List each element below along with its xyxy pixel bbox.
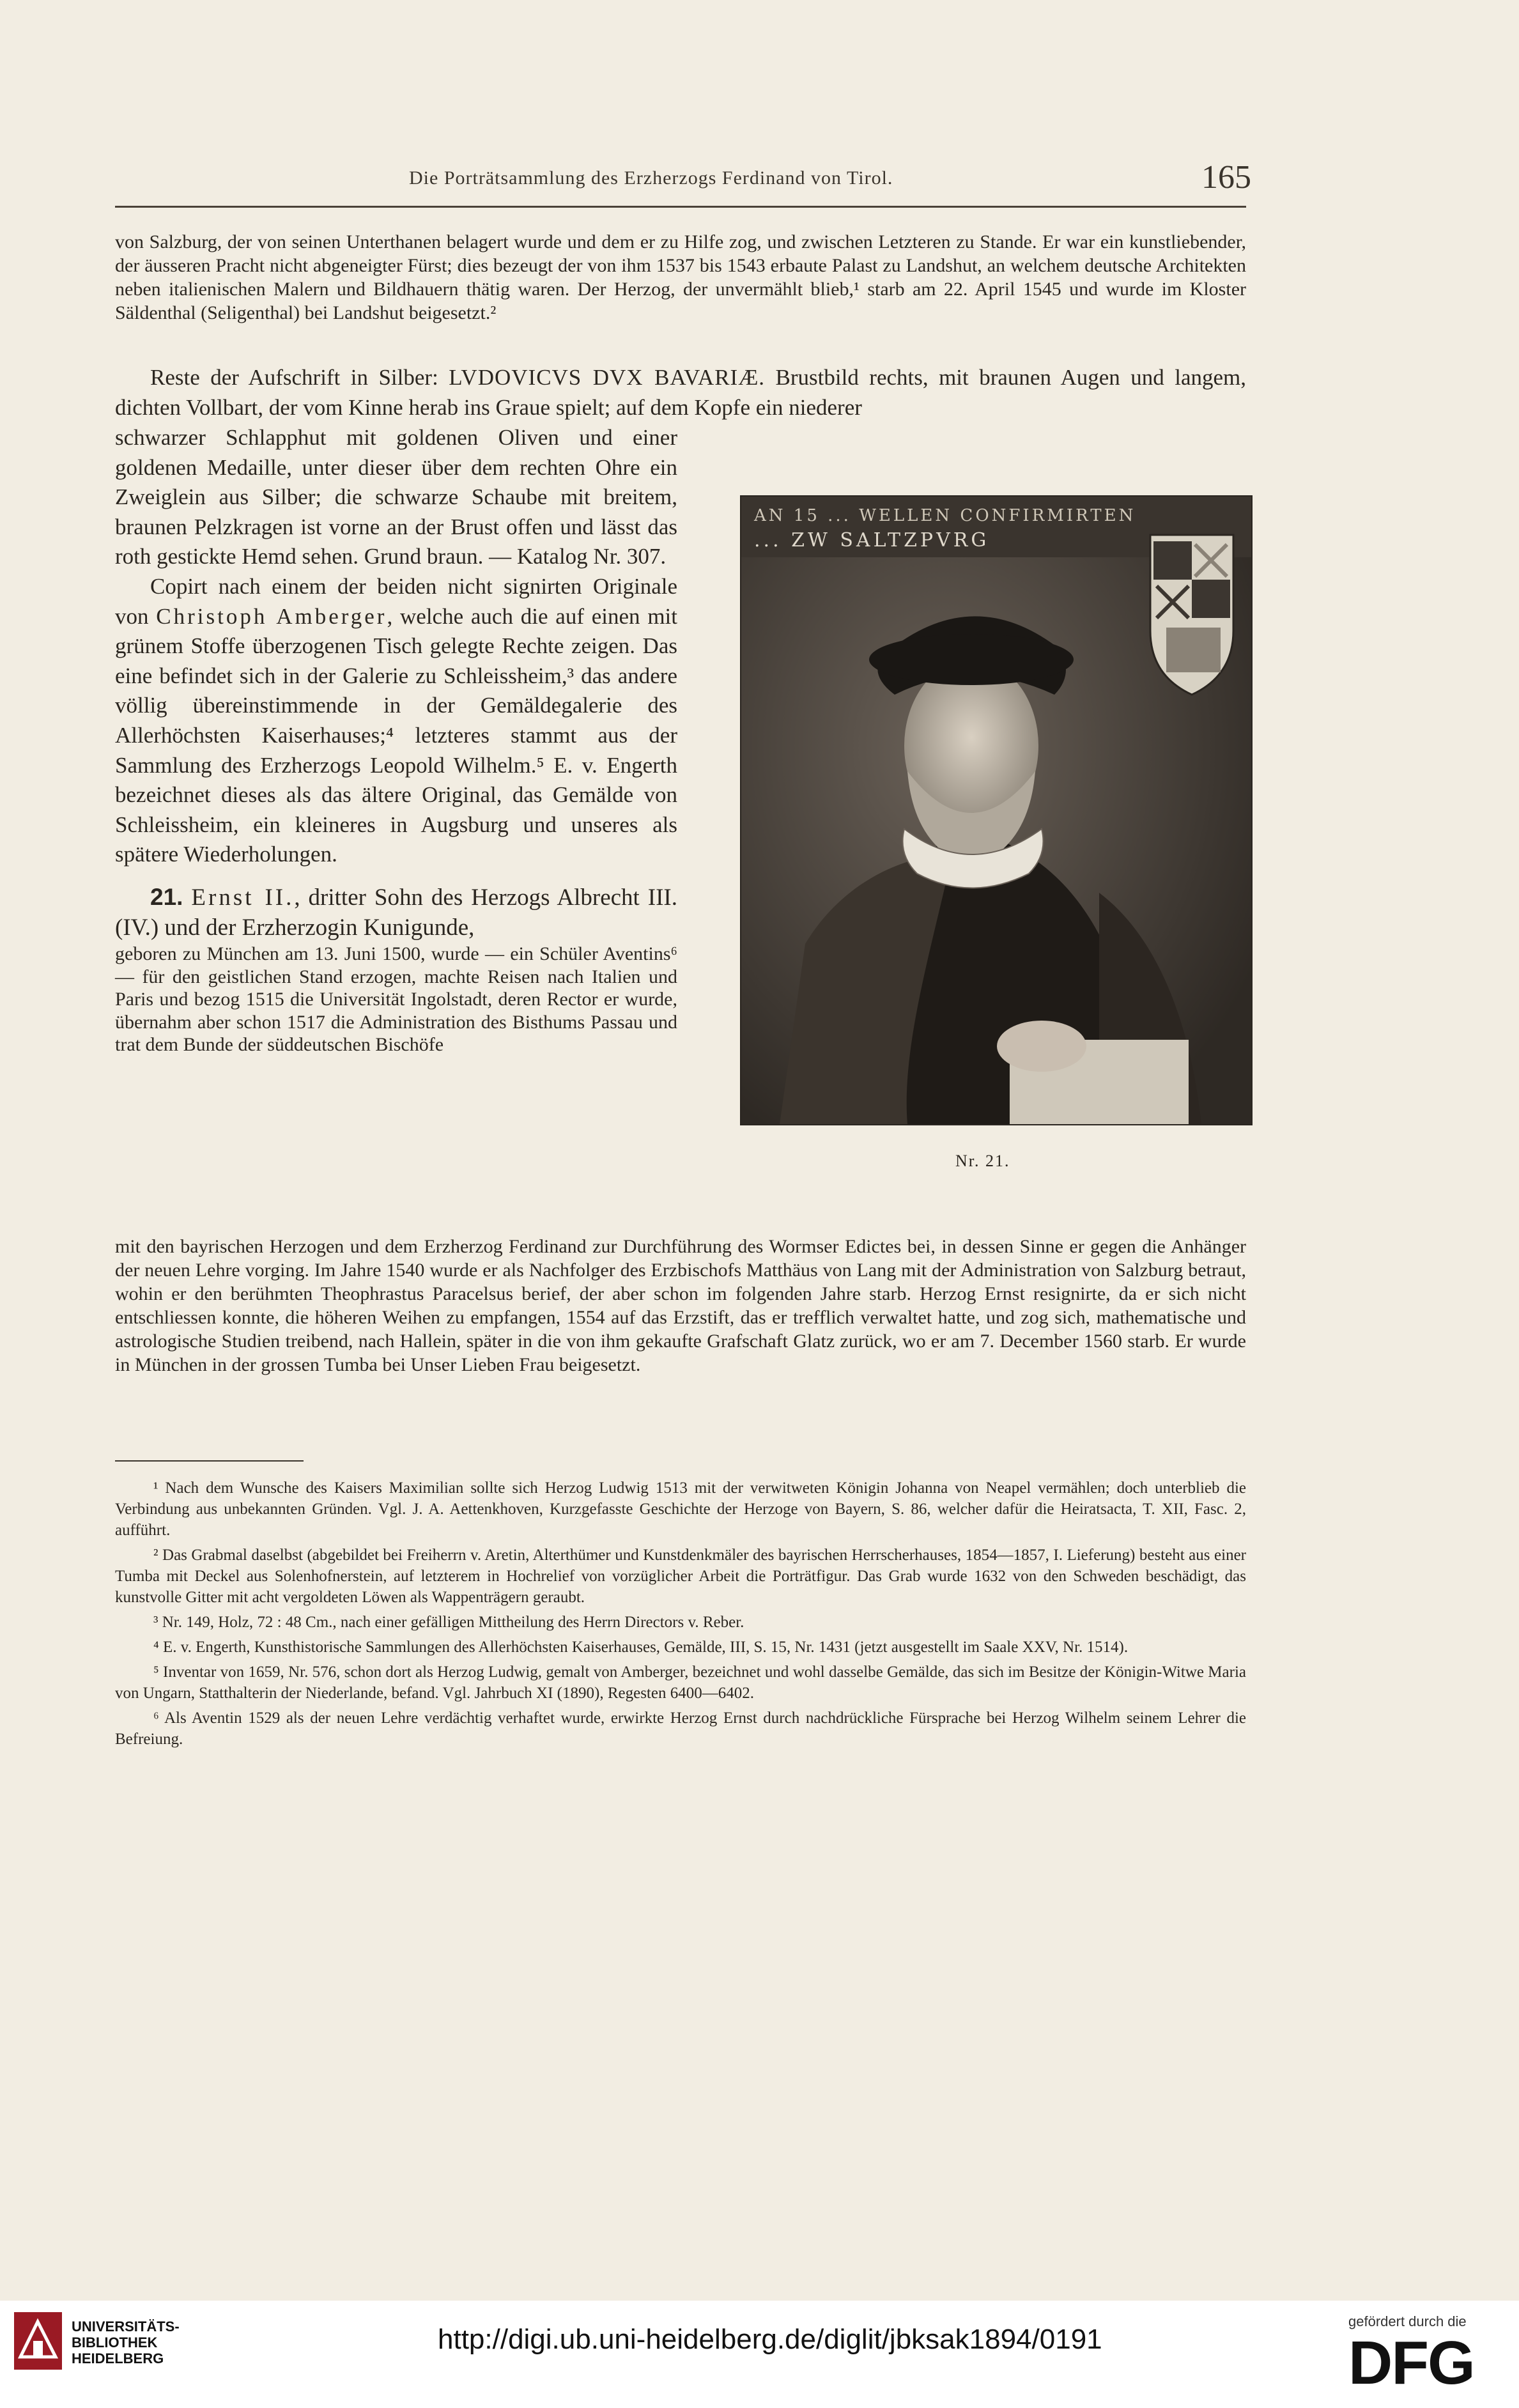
library-name-line-3: HEIDELBERG [72,2350,164,2366]
funder-note: gefördert durch die [1348,2313,1467,2329]
column-text-b-start: Copirt nach einem der beiden nicht signirten Originale von [115,573,677,629]
header-rule [115,206,1246,208]
portrait-inscription-2: ... ZW SALTZPVRG [754,529,990,552]
library-name-line-1: UNIVERSITÄTS- [72,2319,180,2335]
figure-caption: Nr. 21. [955,1152,1010,1170]
portrait-inscription-1: AN 15 ... WELLEN CONFIRMIRTEN [754,506,1136,525]
dfg-logo[interactable]: DFG [1348,2329,1474,2397]
paragraph-inscription [115,363,1246,422]
footnote-4: ⁴ E. v. Engerth, Kunsthistorische Sammlungen des Allerhöchsten Kaiserhauses, Gemälde, III, S. 15, Nr. 1431 (jetzt ausgestellt im Saale XXV, Nr. 1514). [153,1639,1129,1656]
university-library-logo[interactable] [14,2312,62,2370]
portrait-figure [740,495,1253,1125]
footnote-2: ² Das Grabmal daselbst (abgebildet bei Freiherrn v. Aretin, Alterthümer und Kunstdenkmäler des bayrischen Herrscherhauses, 1854—1857, I. Lieferung) besteht aus einer Tumba mit Deckel aus Solenhofnerstein, auf letzterem in Hochrelief von vorzüglicher Arbeit die Porträtfigur. Das Grab wurde 1632 von den Schweden beschädigt, das kunstvolle Gitter mit acht vergoldeten Löwen als Wappenträgern geraubt. [115,1547,1246,1606]
portrait-image [741,497,1251,1124]
footnote-rule [115,1460,304,1462]
entry-name: Ernst II. [191,884,295,911]
column-text-b-rest: , welche auch die auf einen mit grünem Stoffe überzogenen Tisch gelegte Rechte zeigen. Das eine befindet sich in der Galerie zu Schleissheim,³ das andere völlig übereinstimmende in der Gemäldegalerie des Allerhöchsten Kaiserhauses;⁴ letzteres stammt aus der Sammlung des Erzherzogs Leopold Wilhelm.⁵ E. v. Engerth bezeichnet dieses als das ältere Original, das Gemälde von Schleissheim, ein kleineres in Augsburg und unseres als spätere Wiederholungen. [115,603,678,867]
p2-start: Reste der Aufschrift in Silber: [150,365,449,390]
running-title: Die Porträtsammlung des Erzherzogs Ferdinand von Tirol. [409,167,893,189]
page-number: 165 [1201,159,1251,196]
library-name [72,2319,180,2366]
library-name-line-2: BIBLIOTHEK [72,2335,158,2350]
entry-continuation: mit den bayrischen Herzogen und dem Erzherzog Ferdinand zur Durchführung des Wormser Edictes bei, in dessen Sinne er gegen die Anhänger der neuen Lehre vorging. Im Jahre 1540 wurde er als Nachfolger des Erzbischofs Matthäus von Lang mit der Administration von Salzburg betraut, wohin er den berühmten Theophrastus Paracelsus berief, der aber schon im folgenden Jahre starb. Herzog Ernst resignirte, da er sich nicht entschliessen konnte, die höheren Weihen zu empfangen, 1554 auf das Erzstift, das er trefflich verwaltet hatte, und zog sich, mathematische und astrologische Studien treibend, nach Hallein, später in die von ihm gekaufte Grafschaft Glatz zurück, wo er am 7. December 1560 starb. Er wurde in München in der grossen Tumba bei Unser Lieben Frau beigesetzt. [115,1236,1246,1375]
footnote-1: ¹ Nach dem Wunsche des Kaisers Maximilian sollte sich Herzog Ludwig 1513 mit der verwitweten Königin Johanna von Neapel vermählen; doch unterblieb die Verbindung aus unbekannten Gründen. Vgl. J. A. Aettenkhoven, Kurzgefasste Geschichte der Herzoge von Bayern, S. 86, welcher dafür die Heiratsacta, T. XII, Fasc. 2, aufführt. [115,1479,1246,1539]
entry-number: 21. [150,883,183,910]
paragraph-continuation: von Salzburg, der von seinen Unterthanen belagert wurde und dem er zu Hilfe zog, und zwischen Letzteren zu Stande. Er war ein kunstliebender, der äusseren Pracht nicht abgeneigter Fürst; dies bezeugt der von ihm 1537 bis 1543 erbaute Palast zu Landshut, an welchem deutsche Architekten neben italienischen Malern und Bildhauern thätig waren. Der Herzog, der unvermählt blieb,¹ starb am 22. April 1545 und wurde im Kloster Säldenthal (Seligenthal) bei Landshut beigesetzt.² [115,231,1246,323]
footnotes [115,1478,1246,1754]
footnote-6: ⁶ Als Aventin 1529 als der neuen Lehre verdächtig verhaftet wurde, erwirkte Herzog Ernst durch nachdrückliche Fürsprache bei Herzog Wilhelm seinem Lehrer die Befreiung. [115,1710,1246,1748]
footnote-3: ³ Nr. 149, Holz, 72 : 48 Cm., nach einer gefälligen Mittheilung des Herrn Directors v. Reber. [153,1614,744,1631]
permalink-url[interactable]: http://digi.ub.uni-heidelberg.de/diglit/jbksak1894/0191 [438,2324,1102,2355]
coat-of-arms-icon [1150,535,1233,695]
column-text-a: schwarzer Schlapphut mit goldenen Oliven und einer goldenen Medaille, unter dieser über dem rechten Ohre ein Zweiglein aus Silber; die schwarze Schaube mit breitem, braunen Pelzkragen ist vorne an der Brust offen und lässt das roth gestickte Hemd sehen. Grund braun. — Katalog Nr. 307. [115,425,677,569]
footnote-5: ⁵ Inventar von 1659, Nr. 576, schon dort als Herzog Ludwig, gemalt von Amberger, bezeichnet und wohl dasselbe Gemälde, das sich im Besitze der Königin-Witwe Maria von Ungarn, Statthalterin der Niederlande, befand. Vgl. Jahrbuch XI (1890), Regesten 6400—6402. [115,1663,1246,1702]
inscription-text: LVDOVICVS DVX BAVARIÆ. [449,365,766,390]
entry-small-text: geboren zu München am 13. Juni 1500, wurde — ein Schüler Aventins⁶ — für den geistlichen Stand erzogen, machte Reisen nach Italien und Paris und bezog 1515 die Universität Ingolstadt, deren Rector er wurde, übernahm aber schon 1517 die Administration des Bisthums Passau und trat dem Bunde der süddeutschen Bischöfe [115,943,677,1056]
entry-lead: , dritter Sohn des Herzogs Albrecht III. (IV.) und der Erzherzogin Kunigunde, [115,884,677,941]
painter-name: Christoph Amberger [156,603,387,629]
column-left [115,423,677,1056]
p2-rest: Brustbild rechts, mit braunen Augen und langem, dichten Vollbart, der vom Kinne herab ins Graue spielt; auf dem Kopfe ein niederer [115,365,1246,420]
library-seal-icon [14,2312,62,2370]
